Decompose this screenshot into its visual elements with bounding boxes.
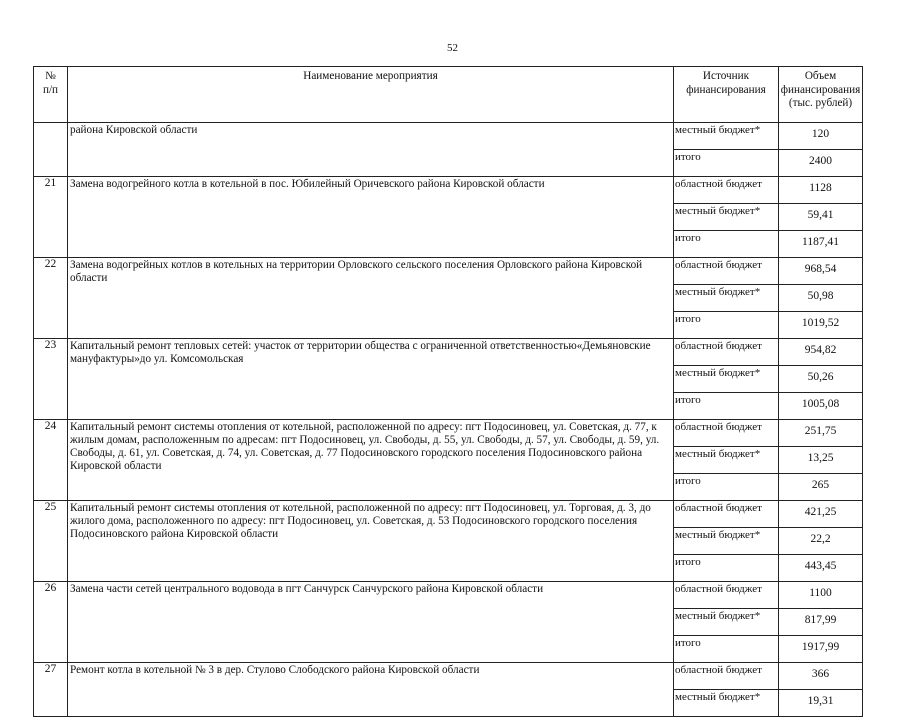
funding-amount: 421,25: [779, 501, 863, 528]
funding-amount: 50,98: [779, 285, 863, 312]
measure-name: Капитальный ремонт тепловых сетей: участок от территории общества с ограниченной ответственностью«Демьяновские мануфактуры»до ул. Комсомольская: [68, 339, 674, 420]
header-amount: [779, 67, 863, 123]
row-number: [34, 123, 68, 177]
funding-source: местный бюджет*: [674, 609, 779, 636]
table-row: [34, 123, 863, 150]
row-number: 24: [34, 420, 68, 501]
measure-name: Капитальный ремонт системы отопления от котельной, расположенной по адресу: пгт Подосиновец, ул. Советская, д. 77, к жилым домам, расположенным по адресам: пгт Подосиновец, ул. Свободы, д. 55, ул. Свободы, д. 57, ул. Свободы, д. 59, ул. Свободы, д. 61, ул. Советская, д. 74, ул. Советская, д. 77 Подосиновского городского поселения Подосиновского района Кировской области: [68, 420, 674, 501]
row-number: 26: [34, 582, 68, 663]
funding-amount: 1917,99: [779, 636, 863, 663]
measure-name: Замена водогрейных котлов в котельных на территории Орловского сельского поселения Орловского района Кировской области: [68, 258, 674, 339]
funding-amount: 251,75: [779, 420, 863, 447]
funding-amount: 13,25: [779, 447, 863, 474]
table-row: [34, 420, 863, 447]
header-number: [34, 67, 68, 123]
header-source: [674, 67, 779, 123]
funding-amount: 2400: [779, 150, 863, 177]
row-number: 25: [34, 501, 68, 582]
funding-amount: 19,31: [779, 690, 863, 717]
funding-amount: 443,45: [779, 555, 863, 582]
funding-source: итого: [674, 150, 779, 177]
funding-source: местный бюджет*: [674, 366, 779, 393]
header-number-label: № п/п: [42, 70, 59, 96]
table-row: [34, 177, 863, 204]
funding-amount: 366: [779, 663, 863, 690]
header-source-label: Источник финансирования: [686, 70, 766, 96]
funding-source: областной бюджет: [674, 582, 779, 609]
funding-source: областной бюджет: [674, 177, 779, 204]
funding-amount: 120: [779, 123, 863, 150]
funding-source: местный бюджет*: [674, 447, 779, 474]
funding-source: итого: [674, 393, 779, 420]
funding-amount: 1100: [779, 582, 863, 609]
row-number: 22: [34, 258, 68, 339]
table-row: [34, 339, 863, 366]
funding-source: областной бюджет: [674, 663, 779, 690]
funding-amount: 1005,08: [779, 393, 863, 420]
row-number: 27: [34, 663, 68, 717]
table-body: [34, 123, 863, 717]
funding-source: местный бюджет*: [674, 204, 779, 231]
funding-amount: 1187,41: [779, 231, 863, 258]
header-name: Наименование мероприятия: [68, 67, 674, 123]
funding-amount: 50,26: [779, 366, 863, 393]
financing-table: [33, 66, 863, 717]
funding-source: областной бюджет: [674, 339, 779, 366]
page-number: 52: [447, 42, 458, 54]
funding-amount: 22,2: [779, 528, 863, 555]
funding-source: итого: [674, 555, 779, 582]
funding-amount: 954,82: [779, 339, 863, 366]
funding-amount: 59,41: [779, 204, 863, 231]
table-row: [34, 501, 863, 528]
funding-source: местный бюджет*: [674, 123, 779, 150]
measure-name: Замена водогрейного котла в котельной в пос. Юбилейный Оричевского района Кировской области: [68, 177, 674, 258]
funding-amount: 968,54: [779, 258, 863, 285]
row-number: 23: [34, 339, 68, 420]
funding-source: областной бюджет: [674, 258, 779, 285]
funding-source: областной бюджет: [674, 420, 779, 447]
funding-amount: 1019,52: [779, 312, 863, 339]
funding-source: областной бюджет: [674, 501, 779, 528]
measure-name: Ремонт котла в котельной № 3 в дер. Стулово Слободского района Кировской области: [68, 663, 674, 717]
measure-name: Замена части сетей центрального водовода в пгт Санчурск Санчурского района Кировской области: [68, 582, 674, 663]
measure-name: района Кировской области: [68, 123, 674, 177]
funding-source: итого: [674, 474, 779, 501]
funding-amount: 1128: [779, 177, 863, 204]
row-number: 21: [34, 177, 68, 258]
table-row: [34, 582, 863, 609]
funding-source: итого: [674, 231, 779, 258]
funding-amount: 817,99: [779, 609, 863, 636]
funding-amount: 265: [779, 474, 863, 501]
table-row: [34, 663, 863, 690]
funding-source: итого: [674, 636, 779, 663]
measure-name: Капитальный ремонт системы отопления от котельной, расположенной по адресу: пгт Подосиновец, ул. Торговая, д. 3, до жилого дома, расположенного по адресу: пгт Подосиновец, ул. Советская, д. 53 Подосиновского городского поселения Подосиновского района Кировской области: [68, 501, 674, 582]
funding-source: местный бюджет*: [674, 528, 779, 555]
funding-source: местный бюджет*: [674, 690, 779, 717]
table-header-row: [34, 67, 863, 123]
table-row: [34, 258, 863, 285]
header-amount-label: Объем финансирования (тыс. рублей): [780, 70, 861, 109]
funding-source: местный бюджет*: [674, 285, 779, 312]
funding-source: итого: [674, 312, 779, 339]
